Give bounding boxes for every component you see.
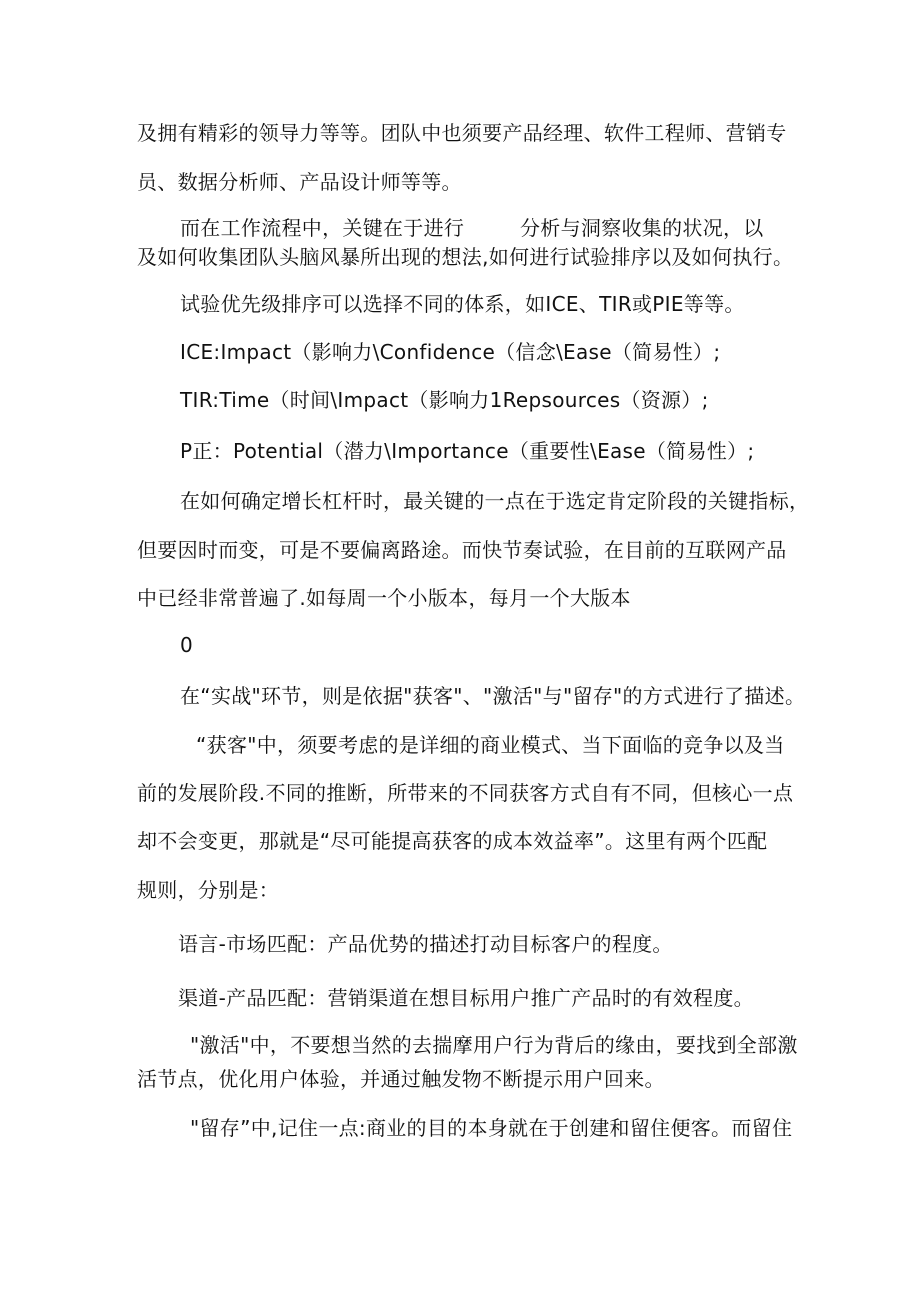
paragraph-line: “获客"中，须要考虑的是详细的商业模式、当下面临的竞争以及当 — [196, 733, 785, 757]
paragraph-line: 但要因时而变，可是不要偏离路途。而快节奏试验，在目前的互联网产品 — [137, 538, 787, 562]
paragraph-line: 试验优先级排序可以选择不同的体系，如ICE、TIR或PIE等等。 — [180, 292, 745, 316]
paragraph-line: 在“实战"环节，则是依据"获客"、"激活"与"留存"的方式进行了描述。 — [180, 684, 806, 708]
framework-ice-line: ICE:Impact（影响力\Confidence（信念\Ease（简易性）; — [180, 340, 721, 364]
paragraph-line: "留存”中,记住一点:商业的目的本身就在于创建和留住便客。而留住 — [190, 1116, 793, 1140]
rule-language-market-line: 语言-市场匹配：产品优势的描述打动目标客户的程度。 — [178, 932, 673, 956]
paragraph-line: 分析与洞察收集的状况，以 — [520, 216, 764, 240]
paragraph-line: 员、数据分析师、产品设计师等等。 — [137, 170, 462, 194]
paragraph-line: 前的发展阶段.不同的推断，所带来的不同获客方式自有不同，但核心一点 — [137, 781, 794, 805]
paragraph-line: 活节点，优化用户体验，并通过触发物不断提示用户回来。 — [137, 1067, 665, 1091]
paragraph-line: 中已经非常普遍了.如每周一个小版本，每月一个大版本 — [137, 586, 631, 610]
rule-channel-product-line: 渠道-产品匹配：营销渠道在想目标用户推广产品时的有效程度。 — [178, 986, 754, 1010]
framework-tir-line: TIR:Time（时间\Impact（影响力1Repsources（资源）; — [180, 388, 709, 412]
paragraph-line: 却不会变更，那就是“尽可能提高获客的成本效益率”。这里有两个匹配 — [137, 829, 768, 853]
framework-pie-line: P正：Potential（潜力\Importance（重要性\Ease（简易性）; — [180, 439, 755, 463]
paragraph-line: "激活"中，不要想当然的去揣摩用户行为背后的缘由，要找到全部激 — [190, 1033, 798, 1057]
paragraph-line: 及拥有精彩的领导力等等。团队中也须要产品经理、软件工程师、营销专 — [137, 121, 787, 145]
paragraph-line: 规则，分别是： — [137, 878, 280, 902]
paragraph-line: 0 — [180, 633, 194, 657]
paragraph-line: 在如何确定增长杠杆时，最关键的一点在于选定肯定阶段的关键指标， — [180, 489, 810, 513]
paragraph-line: 而在工作流程中，关键在于进行 — [180, 216, 465, 240]
paragraph-line: 及如何收集团队头脑风暴所出现的想法,如何进行试验排序以及如何执行。 — [137, 245, 794, 269]
